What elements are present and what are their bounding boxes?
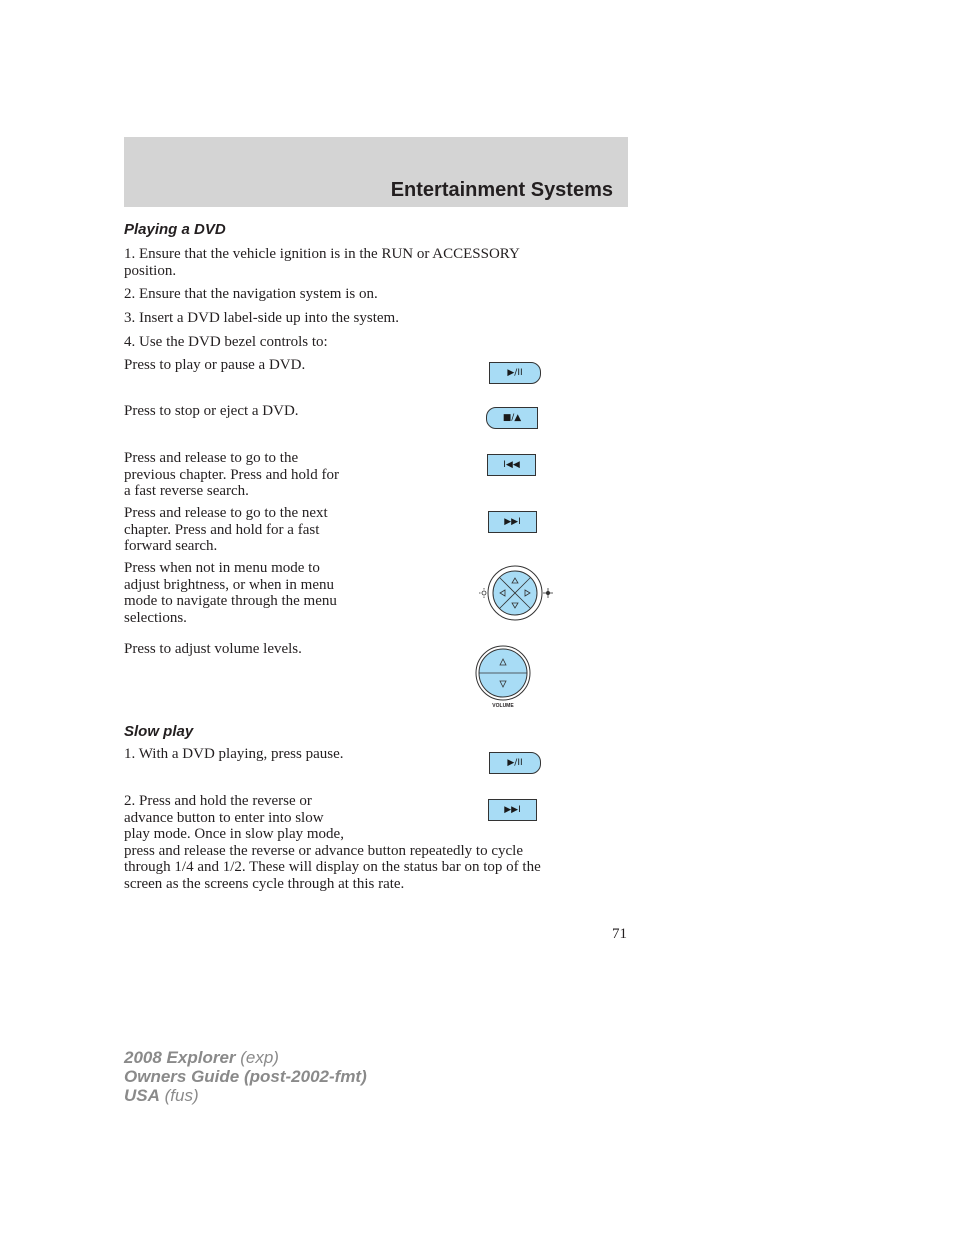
control-desc-previous: Press and release to go to the previous chapter. Press and hold for a fast reverse search. <box>124 450 339 499</box>
slow-play-advance-button-illustration <box>488 799 537 821</box>
step-2: 2. Ensure that the navigation system is on. <box>124 286 378 302</box>
next-chapter-icon: ▶▶I <box>504 517 521 527</box>
stop-eject-button-illustration <box>486 407 538 429</box>
stop-eject-icon: ■/▲ <box>502 413 522 423</box>
page-header-title: Entertainment Systems <box>390 179 613 201</box>
step-4: 4. Use the DVD bezel controls to: <box>124 334 328 350</box>
brightness-high-icon <box>543 588 553 598</box>
previous-chapter-button-illustration <box>487 454 536 476</box>
header-band <box>124 137 628 207</box>
play-pause-icon: ▶/II <box>507 758 523 768</box>
next-chapter-button-illustration <box>488 511 537 533</box>
control-desc-stop-eject: Press to stop or eject a DVD. <box>124 403 299 419</box>
navigation-dial-illustration <box>478 563 554 623</box>
slow-play-step-1: 1. With a DVD playing, press pause. <box>124 746 344 762</box>
control-desc-navigation: Press when not in menu mode to adjust brightness, or when in menu mode to navigate through the menu selections. <box>124 560 337 626</box>
section-title-playing-dvd: Playing a DVD <box>124 221 226 238</box>
control-desc-play-pause: Press to play or pause a DVD. <box>124 357 306 373</box>
next-chapter-icon: ▶▶I <box>504 805 521 815</box>
slow-play-step-2: 2. Press and hold the reverse or advance button to enter into slow play mode. Once in slow play mode, press and release the reverse or advance button repeatedly to cycle through 1/4 and 1/2. These will display on the status bar on top of the screen as the screens cycle through at this rate. <box>124 793 541 892</box>
section-title-slow-play: Slow play <box>124 723 194 740</box>
previous-chapter-icon: I◀◀ <box>503 460 520 470</box>
volume-dial-illustration <box>474 644 534 710</box>
control-desc-volume: Press to adjust volume levels. <box>124 641 302 657</box>
step-1: 1. Ensure that the vehicle ignition is in the RUN or ACCESSORY position. <box>124 246 520 279</box>
slow-play-pause-button-illustration <box>489 752 541 774</box>
footer-line-3: USA (fus) <box>124 1086 199 1105</box>
footer-line-2: Owners Guide (post-2002-fmt) <box>124 1067 367 1086</box>
control-desc-next: Press and release to go to the next chapter. Press and hold for a fast forward search. <box>124 505 328 554</box>
footer-line-1: 2008 Explorer (exp) <box>124 1048 279 1067</box>
step-3: 3. Insert a DVD label-side up into the system. <box>124 310 399 326</box>
play-pause-icon: ▶/II <box>507 368 523 378</box>
page-number: 71 <box>612 926 627 942</box>
play-pause-button-illustration <box>489 362 541 384</box>
volume-label: VOLUME <box>492 703 514 709</box>
footer <box>124 1048 367 1105</box>
